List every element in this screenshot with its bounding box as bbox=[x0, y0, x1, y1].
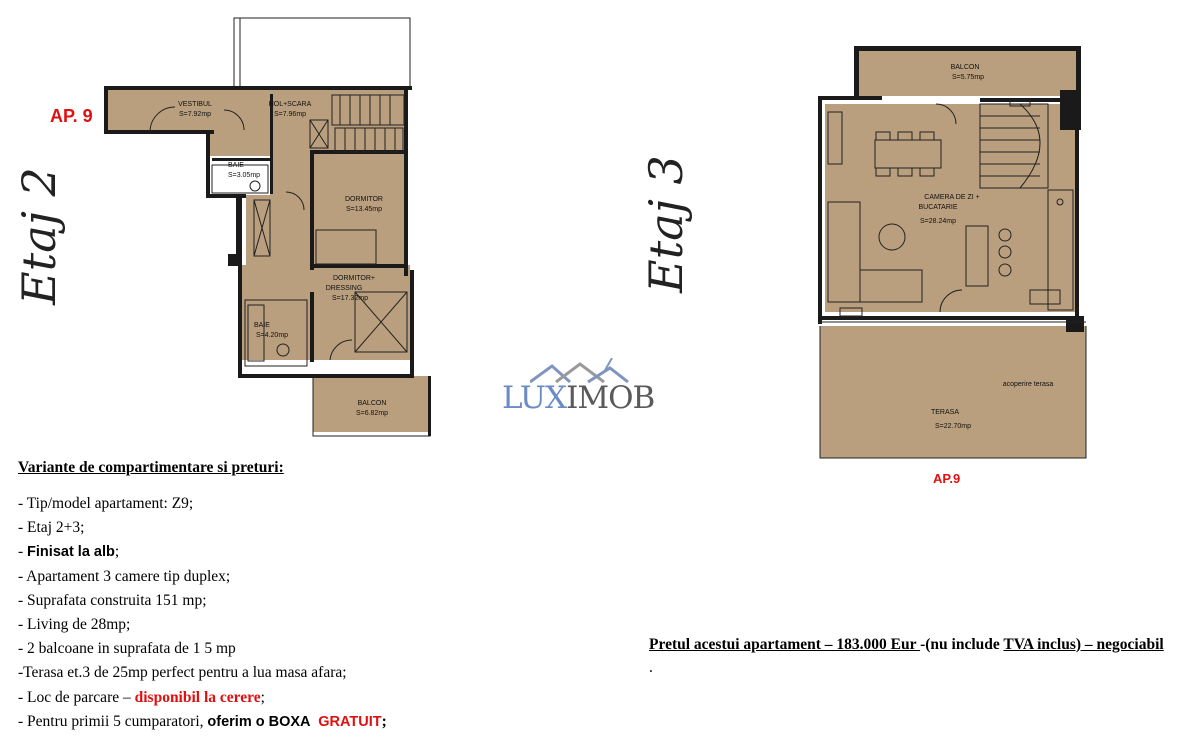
detail-finisat bbox=[18, 540, 387, 564]
room-area-camera-de-zi: S=28.24mp bbox=[920, 218, 956, 225]
floor-label-etaj-3: Etaj 3 bbox=[639, 155, 693, 293]
room-area-baie-2: S=4.20mp bbox=[255, 332, 289, 339]
floor-label-etaj-2: Etaj 2 bbox=[12, 167, 66, 305]
room-area-hol-scara: S=7.96mp bbox=[273, 111, 307, 118]
room-label-balcon-etaj2: BALCON bbox=[357, 400, 387, 407]
room-label-balcon-etaj3: BALCON bbox=[950, 64, 980, 71]
detail-tip: - Tip/model apartament: Z9; bbox=[18, 495, 194, 512]
detail-boxa-red: GRATUIT bbox=[318, 713, 382, 730]
room-label-dormitor: DORMITOR bbox=[345, 196, 383, 203]
price-part-3: TVA inclus) – negociabil bbox=[1003, 636, 1164, 653]
detail-finisat-prefix: - bbox=[18, 543, 28, 561]
apartment-details bbox=[18, 459, 387, 734]
room-area-dormitor: S=13.45mp bbox=[346, 206, 382, 213]
detail-etaj: - Etaj 2+3; bbox=[18, 519, 85, 537]
detail-parcare bbox=[18, 686, 387, 710]
room-area-balcon-etaj3: S=5.75mp bbox=[951, 74, 985, 81]
detail-boxa-bold: oferim o BOXA bbox=[207, 713, 311, 730]
detail-finisat-suffix: ; bbox=[114, 543, 120, 561]
house-roofs-icon bbox=[530, 358, 630, 384]
room-label-dormitor-dressing: DORMITOR+ bbox=[332, 275, 376, 282]
detail-suprafata: - Suprafata construita 151 mp; bbox=[18, 591, 207, 609]
detail-living: - Living de 28mp; bbox=[18, 616, 131, 634]
plan-etaj-2 bbox=[104, 18, 431, 436]
detail-balcoane: - 2 balcoane in suprafata de 1 5 mp bbox=[18, 640, 236, 658]
room-label-acoperire-terasa: acoperire terasa bbox=[1002, 381, 1054, 388]
detail-terasa: -Terasa et.3 de 25mp perfect pentru a lua masa afara; bbox=[18, 664, 347, 682]
logo-part-imob: IMOB bbox=[566, 380, 655, 416]
price-part-1: Pretul acestui apartament – 183.000 Eur bbox=[649, 636, 921, 653]
detail-boxa-prefix: - Pentru primii 5 cumparatori, bbox=[18, 712, 208, 730]
room-label-bucatarie: BUCATARIE bbox=[918, 204, 958, 211]
details-heading: Variante de compartimentare si preturi: bbox=[18, 459, 284, 476]
room-area-vestibul: S=7.92mp bbox=[178, 111, 212, 118]
room-area-dormitor-dressing: S=17.32mp bbox=[332, 295, 368, 302]
detail-parcare-prefix: - Loc de parcare – bbox=[18, 688, 135, 706]
price-part-4: . bbox=[649, 659, 653, 676]
room-area-terasa: S=22.70mp bbox=[935, 423, 971, 430]
room-area-balcon-etaj2: S=6.82mp bbox=[355, 410, 389, 417]
luximob-logo bbox=[502, 380, 654, 416]
room-label-terasa: TERASA bbox=[930, 409, 960, 416]
price-part-2: -(nu include bbox=[920, 636, 1004, 653]
price-text bbox=[649, 633, 1169, 679]
detail-parcare-highlight: disponibil la cerere bbox=[134, 688, 261, 706]
room-label-camera-de-zi: CAMERA DE ZI + bbox=[924, 194, 980, 201]
room-label-dressing: DRESSING bbox=[325, 285, 363, 292]
detail-finisat-value: Finisat la alb bbox=[27, 544, 115, 561]
room-label-hol-scara: HOL+SCARA bbox=[268, 101, 312, 108]
room-label-vestibul: VESTIBUL bbox=[178, 101, 212, 108]
apartment-label-left: AP. 9 bbox=[50, 106, 93, 126]
logo-part-lux: LUX bbox=[502, 380, 567, 416]
room-area-baie-1: S=3.05mp bbox=[227, 172, 261, 179]
detail-parcare-suffix: ; bbox=[260, 688, 265, 706]
plan-etaj-3 bbox=[818, 46, 1086, 458]
apartment-label-right: AP.9 bbox=[933, 471, 961, 486]
room-label-baie-1: BAIE bbox=[228, 162, 244, 169]
detail-boxa-suffix: ; bbox=[381, 712, 387, 730]
room-label-baie-2: BAIE bbox=[254, 322, 270, 329]
detail-boxa bbox=[18, 710, 387, 734]
detail-camere: - Apartament 3 camere tip duplex; bbox=[18, 567, 231, 585]
